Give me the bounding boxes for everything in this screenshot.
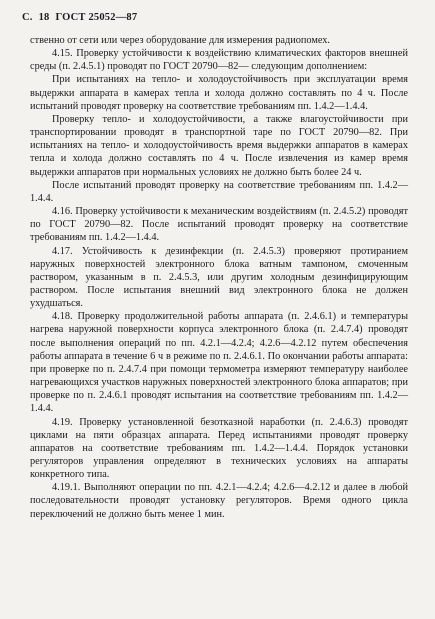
paragraph-continuation: ственно от сети или через оборудование для измерения радиопомех.	[30, 35, 330, 46]
paragraph-4-18: 4.18. Проверку продолжительной работы аппарата (п. 2.4.6.1) и температуры нагрева наружной поверхности корпуса электронного блока (п. 2.4.7.4) проводят после выполнения операций по пп. 4.2.1—4.2.4; 4.2.6—4.2.12 путем обеспечения работы аппарата в течение 6 ч в режиме по п. 2.4.6.1. По окончании работы аппарата: при проверке по п. 2.4.7.4 при помощи термометра измеряют температуру наиболее нагревающихся участков наружных поверхностей электронного блока аппаратов; при проверке по п. 2.4.6.1 проводят испытания на соответствие требованиям пп. 1.4.2—1.4.4.	[30, 311, 408, 415]
standard-number: ГОСТ 25052—87	[55, 12, 138, 23]
paragraph-climate-operation: При испытаниях на тепло- и холодоустойчивость при эксплуатации время выдержки аппарата в камерах тепла и холода должно составлять по 4 ч. После испытаний проводят проверку на соответствие требованиям пп. 1.4.2—1.4.4.	[30, 74, 408, 112]
paragraph-4-19: 4.19. Проверку установленной безотказной наработки (п. 2.4.6.3) проводят циклами на пяти образцах аппарата. Перед испытаниями проводят проверку аппаратов на соответствие требованиям пп. 1.4.2—1.4.4. Порядок установки регуляторов управления определяют в технических условиях на аппараты конкретного типа.	[30, 416, 408, 481]
page-letter: С.	[22, 12, 33, 23]
paragraph-4-16: 4.16. Проверку устойчивости к механическим воздействиям (п. 2.4.5.2) проводят по ГОСТ 20790—82. После испытаний проводят проверку на соответствие требованиям пп. 1.4.2—1.4.4.	[30, 206, 408, 244]
paragraph-climate-transport: Проверку тепло- и холодоустойчивости, а также влагоустойчивости при транспортировании проводят в транспортной таре по ГОСТ 20790—82. При испытаниях на тепло- и холодоустойчивость время выдержки аппаратов в камерах тепла и холода должно составлять по 4 ч. После извлечения из камер время выдержки аппаратов при нормальных условиях не должно быть более 24 ч.	[30, 113, 408, 178]
page-header	[22, 12, 143, 23]
document-body	[30, 34, 408, 521]
paragraph-4-19-1: 4.19.1. Выполняют операции по пп. 4.2.1—4.2.4; 4.2.6—4.2.12 и далее в любой последовательности проводят установку регуляторов. Время одного цикла переключений не должно быть менее 1 мин.	[30, 482, 408, 520]
paragraph-after-tests: После испытаний проводят проверку на соответствие требованиям пп. 1.4.2—1.4.4.	[30, 179, 408, 204]
paragraph-4-15: 4.15. Проверку устойчивости к воздействию климатических факторов внешней среды (п. 2.4.5.1) проводят по ГОСТ 20790—82— следующим дополнением:	[30, 48, 408, 73]
page-number: 18	[38, 12, 50, 23]
paragraph-4-17: 4.17. Устойчивость к дезинфекции (п. 2.4.5.3) проверяют протиранием наружных поверхностей электронного блока ватным тампоном, смоченным раствором, указанным в п. 2.4.5.3, или другим холодным дезинфицирующим раствором. После испытания внешний вид электронного блока не должен ухудшаться.	[30, 245, 408, 310]
